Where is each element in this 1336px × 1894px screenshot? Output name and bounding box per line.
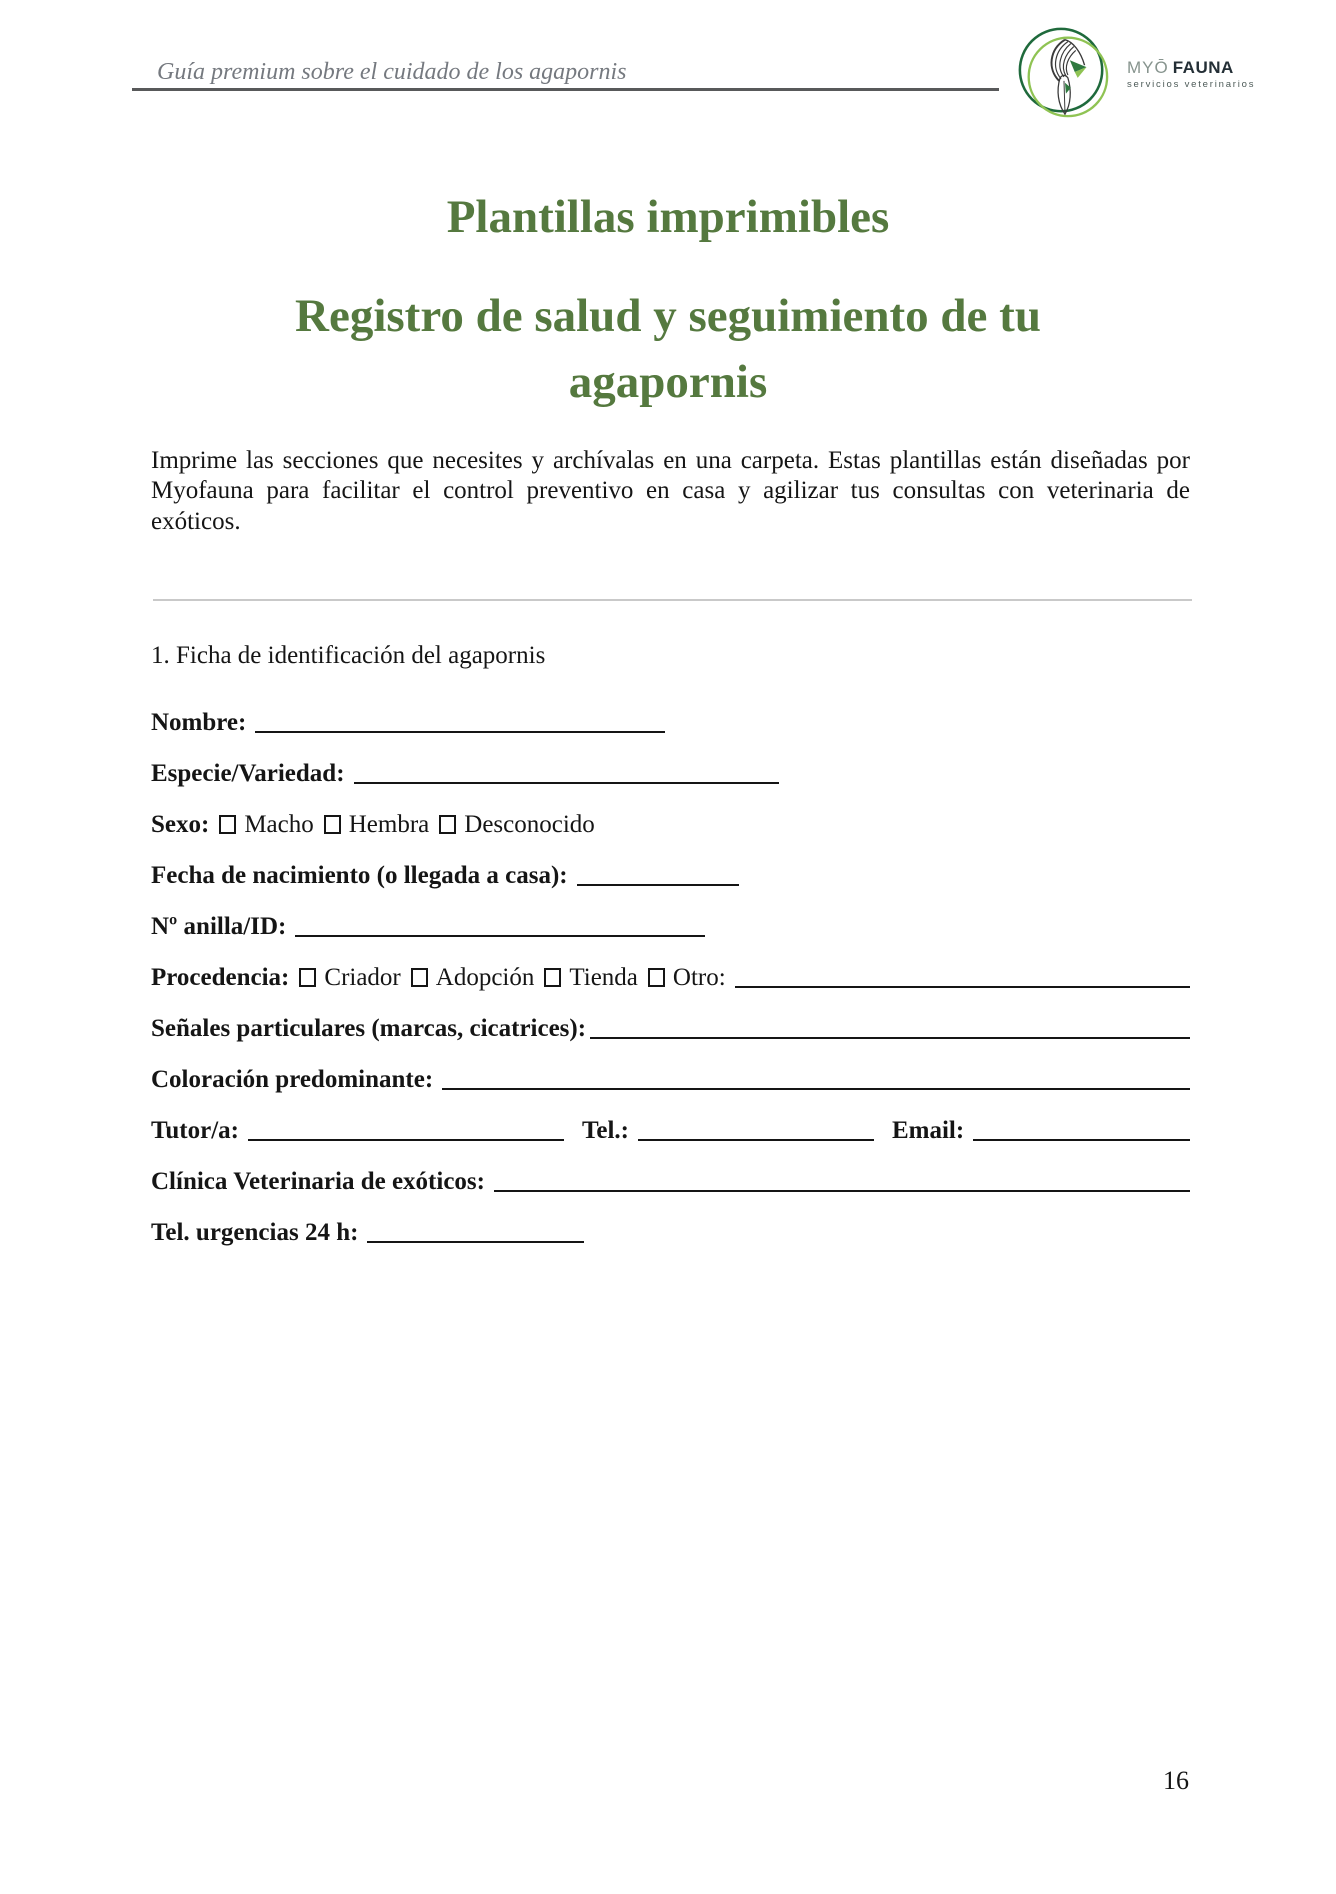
field-senales bbox=[151, 1014, 1190, 1044]
sexo-option-desconocido: Desconocido bbox=[464, 811, 595, 839]
field-clinica bbox=[151, 1167, 1190, 1197]
fecha-label: Fecha de nacimiento (o llegada a casa): bbox=[151, 862, 568, 890]
brand-myo: MYŌ bbox=[1127, 58, 1169, 77]
brand-tagline: servicios veterinarios bbox=[1127, 78, 1256, 90]
clinica-label: Clínica Veterinaria de exóticos: bbox=[151, 1168, 485, 1196]
section-divider bbox=[153, 599, 1192, 601]
field-sexo bbox=[151, 810, 1190, 840]
anilla-label: Nº anilla/ID: bbox=[151, 913, 287, 941]
bird-logo-icon bbox=[1014, 22, 1112, 124]
procedencia-option-adopcion: Adopción bbox=[435, 964, 535, 992]
tutor-blank-line bbox=[248, 1130, 564, 1141]
page-header bbox=[0, 0, 1336, 122]
field-especie bbox=[151, 759, 1190, 789]
urgencias-blank-line bbox=[367, 1232, 584, 1243]
identification-form bbox=[151, 708, 1190, 1248]
myofauna-logo bbox=[1014, 22, 1255, 124]
sexo-option-macho: Macho bbox=[244, 811, 314, 839]
checkbox-otro bbox=[648, 968, 665, 987]
field-anilla bbox=[151, 912, 1190, 942]
fecha-blank-line bbox=[577, 875, 739, 886]
especie-label: Especie/Variedad: bbox=[151, 760, 345, 788]
coloracion-blank-line bbox=[442, 1079, 1190, 1090]
sexo-option-hembra: Hembra bbox=[348, 811, 430, 839]
field-fecha-nacimiento bbox=[151, 861, 1190, 891]
especie-blank-line bbox=[354, 773, 779, 784]
intro-paragraph: Imprime las secciones que necesites y archívalas en una carpeta. Estas plantillas están diseñadas por Myofauna para facilitar el control preventivo en casa y agilizar tus consultas con veterinaria de exóticos. bbox=[151, 446, 1190, 535]
tel-label: Tel.: bbox=[581, 1117, 629, 1145]
email-label: Email: bbox=[891, 1117, 965, 1145]
procedencia-otro-label: Otro: bbox=[672, 964, 726, 992]
clinica-blank-line bbox=[494, 1181, 1190, 1192]
procedencia-option-criador: Criador bbox=[324, 964, 401, 992]
checkbox-macho bbox=[219, 815, 236, 834]
header-underline bbox=[132, 0, 999, 91]
email-blank-line bbox=[973, 1130, 1190, 1141]
field-nombre bbox=[151, 708, 1190, 738]
anilla-blank-line bbox=[295, 926, 705, 937]
procedencia-label: Procedencia: bbox=[151, 964, 290, 992]
checkbox-hembra bbox=[324, 815, 341, 834]
nombre-label: Nombre: bbox=[151, 709, 247, 737]
urgencias-label: Tel. urgencias 24 h: bbox=[151, 1219, 359, 1247]
brand-fauna: FAUNA bbox=[1172, 58, 1234, 77]
checkbox-desconocido bbox=[439, 815, 456, 834]
sexo-label: Sexo: bbox=[151, 811, 210, 839]
checkbox-tienda bbox=[544, 968, 561, 987]
senales-blank-line bbox=[590, 1028, 1190, 1039]
nombre-blank-line bbox=[255, 722, 665, 733]
senales-label: Señales particulares (marcas, cicatrices): bbox=[151, 1015, 587, 1043]
page-number: 16 bbox=[1163, 1766, 1189, 1795]
page-title: Plantillas imprimibles bbox=[446, 191, 890, 243]
page-subtitle: Registro de salud y seguimiento de tu agapornis bbox=[295, 290, 1041, 408]
coloracion-label: Coloración predominante: bbox=[151, 1066, 434, 1094]
running-header-title: Guía premium sobre el cuidado de los agapornis bbox=[157, 59, 627, 85]
section-heading: 1. Ficha de identificación del agapornis bbox=[151, 642, 546, 670]
tel-blank-line bbox=[638, 1130, 874, 1141]
field-urgencias bbox=[151, 1218, 1190, 1248]
logo-wordmark bbox=[1127, 59, 1255, 90]
tutor-label: Tutor/a: bbox=[151, 1117, 239, 1145]
checkbox-adopcion bbox=[411, 968, 428, 987]
field-tutor-tel-email bbox=[151, 1116, 1190, 1146]
procedencia-option-tienda: Tienda bbox=[569, 964, 638, 992]
procedencia-otro-blank-line bbox=[735, 977, 1190, 988]
checkbox-criador bbox=[299, 968, 316, 987]
field-coloracion bbox=[151, 1065, 1190, 1095]
field-procedencia bbox=[151, 963, 1190, 993]
